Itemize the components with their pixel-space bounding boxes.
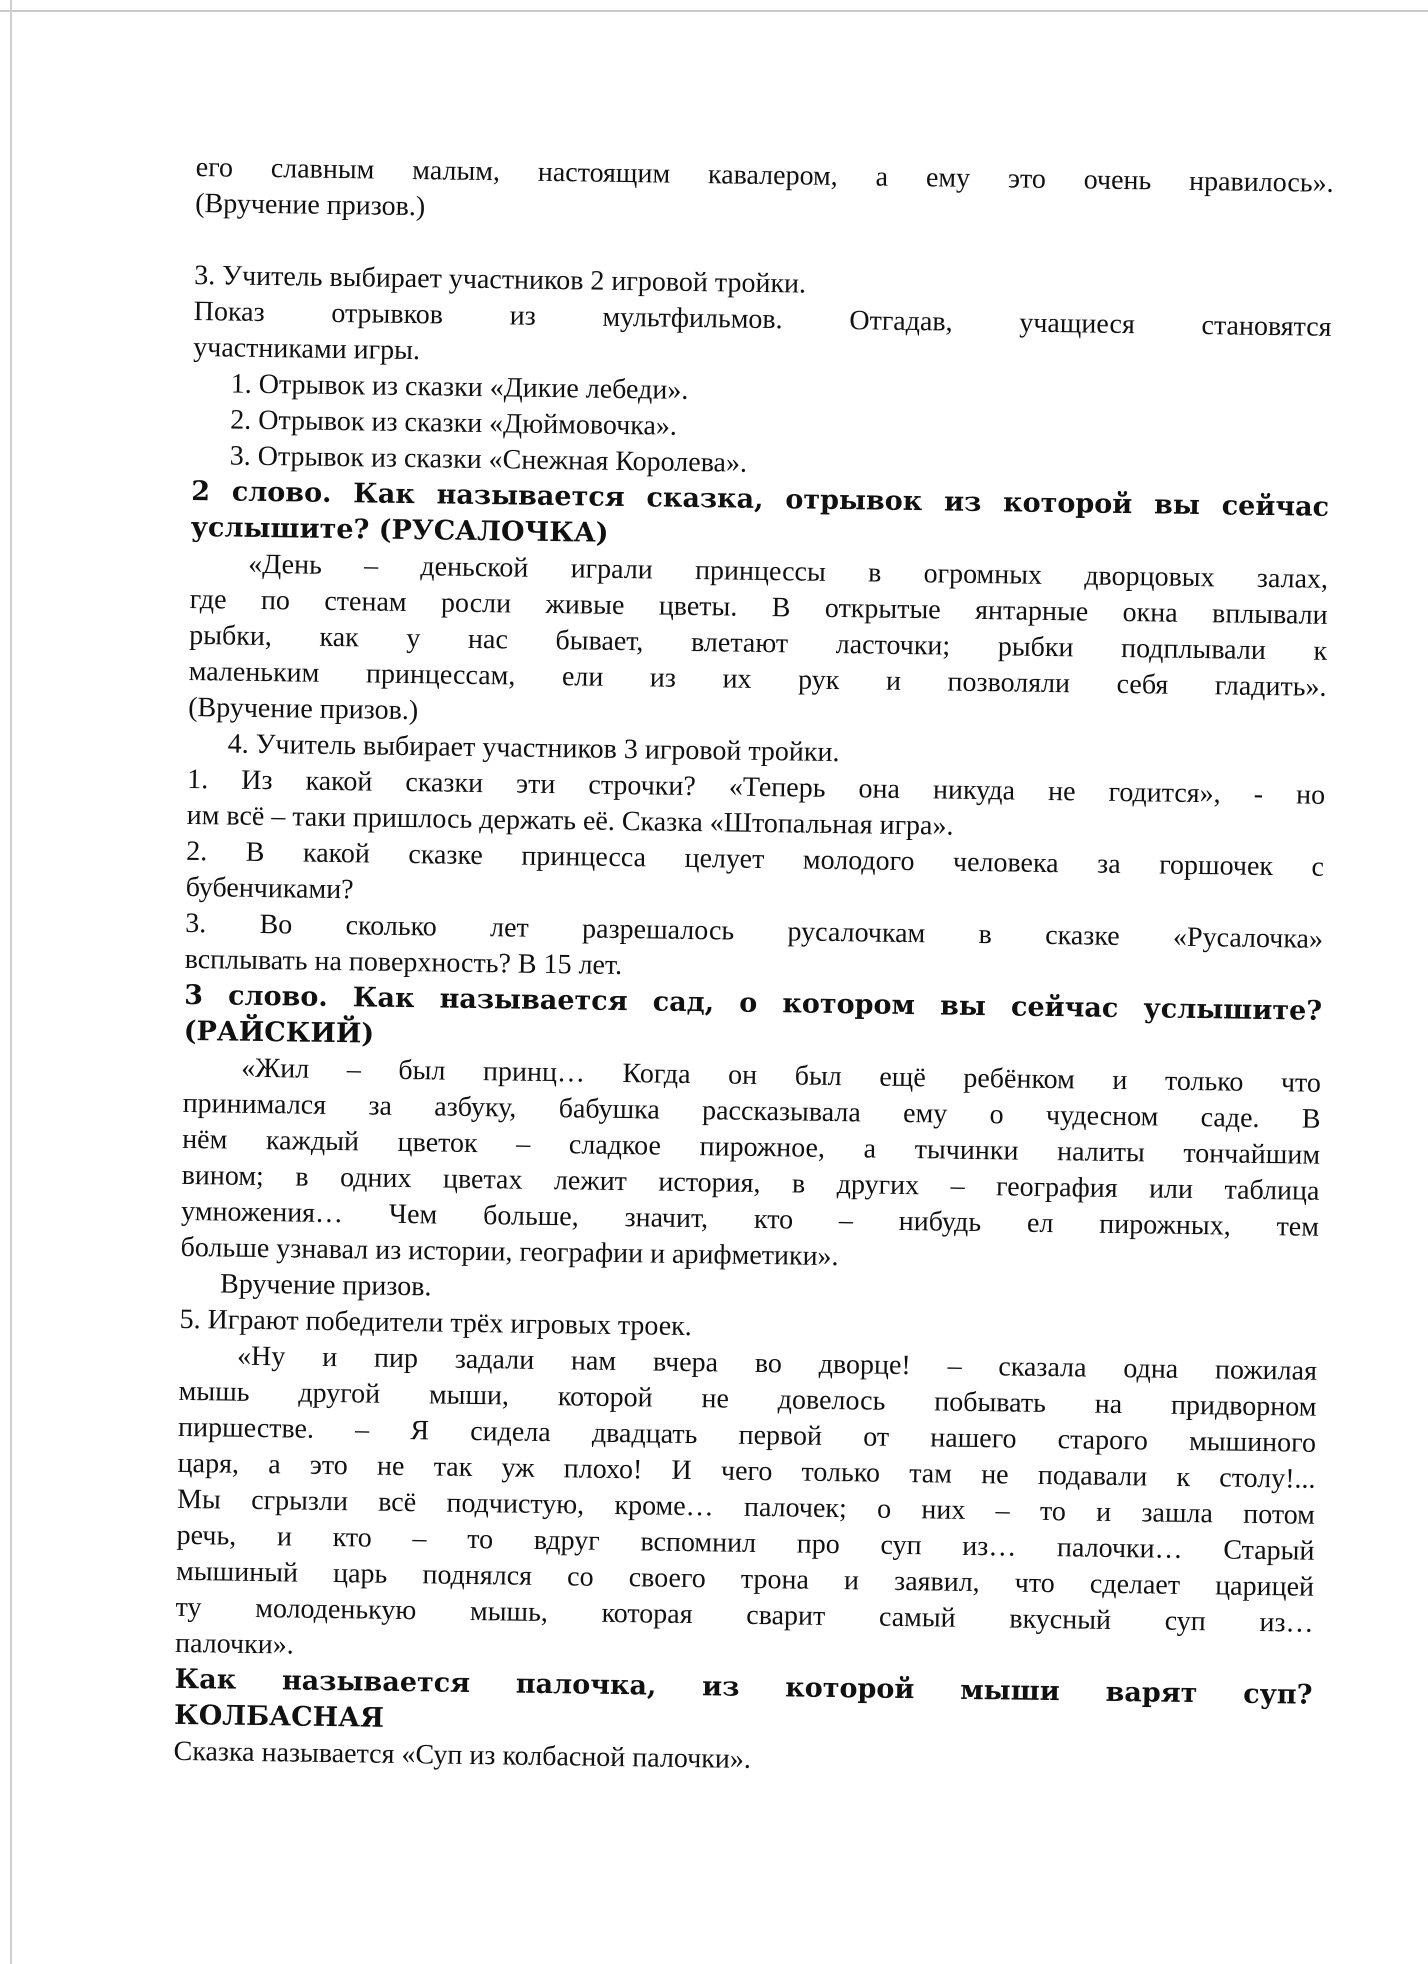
word: к — [1176, 1461, 1191, 1494]
word: услышите? — [1143, 993, 1323, 1027]
word: сладкое — [568, 1129, 662, 1162]
word: живые — [545, 588, 625, 622]
text-line: 1. Отрывок из сказки «Дикие лебеди». — [230, 368, 689, 406]
word: или — [1148, 1173, 1194, 1206]
word: саде. — [1200, 1102, 1260, 1134]
word: из… — [1259, 1606, 1314, 1639]
word: зашла — [1141, 1497, 1214, 1530]
word: она — [858, 773, 901, 805]
word: палочек; — [743, 1491, 847, 1525]
word: нибудь — [898, 1205, 982, 1239]
text-line: (РАЙСКИЙ) — [183, 1015, 375, 1050]
word: отрывок — [785, 484, 923, 518]
text-line: услышите? (РУСАЛОЧКА) — [190, 511, 609, 549]
word: и — [843, 1565, 860, 1597]
word: история, — [658, 1166, 761, 1199]
word: о — [989, 1099, 1004, 1131]
word: «Теперь — [728, 771, 826, 804]
word: – — [516, 1128, 531, 1160]
text-line: КОЛБАСНАЯ — [173, 1699, 385, 1734]
word: что — [1014, 1567, 1055, 1600]
word: сделает — [1089, 1568, 1181, 1601]
word: каждый — [265, 1125, 360, 1158]
word: мышиный — [175, 1555, 299, 1589]
word: и — [1095, 1496, 1112, 1528]
word: рассказывала — [701, 1095, 862, 1129]
word: таблица — [1224, 1174, 1320, 1207]
word: старого — [1057, 1424, 1149, 1457]
word: плохо! — [563, 1453, 643, 1486]
word: Отгадав, — [849, 305, 953, 338]
word: сказке — [1045, 919, 1120, 952]
word: которая — [601, 1597, 693, 1631]
word: подавали — [1037, 1459, 1148, 1493]
word: где — [189, 583, 227, 616]
word: сварит — [746, 1599, 826, 1632]
word: сказки — [405, 766, 484, 800]
word: а — [863, 1133, 877, 1165]
word: маленьким — [188, 655, 320, 689]
word: В — [771, 592, 791, 624]
word: за — [1096, 848, 1121, 880]
word: одна — [1123, 1353, 1179, 1385]
word: налиты — [1056, 1136, 1145, 1169]
word: не — [1047, 775, 1076, 808]
word: суп — [880, 1529, 922, 1562]
word: сколько — [345, 910, 438, 943]
word: что — [1280, 1067, 1322, 1099]
word: Когда — [622, 1058, 691, 1090]
text-line: (Вручение призов.) — [195, 187, 426, 223]
word: человека — [952, 846, 1059, 880]
word: варят — [1105, 1676, 1198, 1710]
word: 2 — [191, 475, 211, 508]
word: мышь — [178, 1375, 250, 1408]
document-page — [173, 150, 1334, 1786]
word: не — [376, 1450, 405, 1483]
word: сказка, — [646, 482, 764, 515]
word: ему — [902, 1097, 948, 1130]
word: принц… — [482, 1056, 586, 1089]
word: деньской — [420, 551, 529, 584]
word: вином; — [181, 1159, 265, 1193]
word: суп — [1164, 1605, 1206, 1638]
word: Во — [259, 908, 293, 941]
word: пожилая — [1214, 1354, 1318, 1387]
word: нашего — [930, 1422, 1017, 1455]
word: Чем — [388, 1198, 438, 1231]
word: котором — [782, 988, 916, 1022]
word: гладить». — [1214, 670, 1327, 703]
word: ели — [561, 661, 604, 693]
word: не — [980, 1459, 1009, 1491]
word: Как — [352, 982, 415, 1015]
word: «Ну — [236, 1340, 286, 1373]
word: сказала — [998, 1351, 1087, 1384]
word: ласточки; — [835, 628, 951, 662]
word: умножения… — [180, 1195, 344, 1230]
word: цветах — [442, 1163, 523, 1196]
word: Из — [241, 764, 273, 797]
word: принимался — [182, 1087, 327, 1121]
word: строчки? — [588, 769, 697, 803]
word: - — [1253, 778, 1264, 810]
word: из — [509, 300, 536, 332]
text-line: Сказка называется «Суп из колбасной палочки». — [173, 1735, 752, 1775]
word: первой — [738, 1419, 823, 1452]
word: сейчас — [1010, 991, 1119, 1024]
word: цветы. — [658, 590, 738, 623]
word: нам — [570, 1345, 617, 1377]
word: царицей — [1214, 1570, 1315, 1603]
word: огромных — [923, 558, 1043, 591]
word: пирожных, — [1099, 1208, 1231, 1242]
word: которой — [1002, 487, 1133, 521]
word: от — [863, 1421, 890, 1453]
word: палочки… — [1056, 1532, 1183, 1565]
word: вы — [939, 990, 987, 1023]
word: всё — [378, 1486, 417, 1519]
word: к — [1313, 635, 1328, 667]
word: вплывали — [1211, 598, 1328, 631]
word: называется — [436, 479, 625, 514]
word: И — [671, 1454, 692, 1487]
word: лет — [489, 912, 530, 944]
text-line: 4. Учитель выбирает участников 3 игровой тройки. — [227, 728, 840, 769]
word: – — [947, 1350, 962, 1382]
word: география — [995, 1171, 1118, 1204]
word: в — [791, 1168, 806, 1200]
word: ел — [1026, 1207, 1054, 1240]
text-line: им всё – таки пришлось держать её. Сказка «Штопальная игра». — [186, 799, 954, 842]
word: дворцовых — [1084, 560, 1215, 594]
word: трона — [740, 1563, 810, 1596]
word: эти — [515, 768, 556, 801]
word: малым, — [412, 155, 501, 188]
word: В — [1301, 1103, 1321, 1135]
word: стенам — [324, 585, 407, 618]
word: нравилось». — [1188, 165, 1334, 199]
word: и — [276, 1521, 293, 1553]
word: сейчас — [1221, 490, 1330, 523]
word: заявил, — [893, 1565, 980, 1599]
word: палочка, — [515, 1668, 657, 1702]
word: вдруг — [533, 1524, 600, 1557]
word: настоящим — [537, 156, 671, 190]
word: других — [836, 1169, 920, 1202]
word: открытые — [824, 592, 941, 626]
word: кавалером, — [707, 159, 838, 192]
word: только — [801, 1456, 881, 1489]
word: нём — [181, 1123, 228, 1156]
text-line: Вручение призов. — [219, 1268, 432, 1303]
word: довелось — [777, 1384, 886, 1417]
word: это — [309, 1449, 348, 1482]
word: царя, — [177, 1447, 240, 1480]
word: тычинки — [914, 1134, 1019, 1167]
word: слово. — [227, 980, 328, 1013]
word: – — [354, 1414, 370, 1446]
word: играли — [570, 553, 654, 586]
word: ещё — [879, 1061, 926, 1094]
word: придворном — [1170, 1389, 1317, 1423]
word: становятся — [1201, 310, 1332, 343]
word: учащиеся — [1019, 307, 1136, 341]
word: называется — [281, 1665, 471, 1699]
word: азбуку, — [434, 1091, 517, 1124]
word: о — [739, 987, 758, 1019]
word: это — [1007, 163, 1047, 195]
word: задали — [454, 1343, 535, 1376]
word: уж — [501, 1452, 535, 1484]
word: так — [433, 1451, 473, 1483]
word: его — [195, 151, 234, 184]
word: 2. — [185, 835, 208, 868]
word: побывать — [934, 1386, 1047, 1419]
word: никуда — [932, 774, 1016, 807]
word: пир — [373, 1342, 419, 1375]
word: как — [319, 621, 359, 654]
word: с — [1311, 851, 1325, 883]
word: чудесном — [1045, 1099, 1159, 1133]
word: подчистую, — [446, 1487, 585, 1521]
word: слово. — [231, 476, 332, 509]
word: был — [794, 1060, 842, 1093]
word: принцесса — [521, 840, 647, 874]
word: молодого — [802, 844, 915, 878]
word: бывает, — [555, 625, 644, 658]
word: и — [1112, 1064, 1128, 1097]
text-line: 3. Отрывок из сказки «Снежная Королева». — [229, 440, 748, 479]
text-line: бубенчиками? — [185, 871, 354, 906]
word: речь, — [176, 1519, 237, 1552]
word: из — [943, 486, 982, 518]
word: во — [754, 1347, 783, 1380]
word: годится», — [1108, 776, 1221, 810]
text-line: (Вручение призов.) — [187, 691, 419, 727]
word: дворце! — [818, 1348, 911, 1382]
word: – — [838, 1205, 854, 1237]
word: «Русалочка» — [1172, 921, 1324, 955]
word: то — [467, 1523, 494, 1556]
word: сгрызли — [250, 1484, 349, 1518]
word: из — [649, 662, 677, 694]
word: себя — [1116, 668, 1169, 701]
word: принцессы — [694, 555, 827, 588]
word: пиршестве. — [177, 1411, 315, 1445]
word: них — [921, 1494, 966, 1526]
word: какой — [302, 837, 371, 870]
word: в — [295, 1161, 309, 1193]
word: ребёнком — [963, 1062, 1076, 1096]
word: мыши — [959, 1674, 1060, 1708]
word: Я — [410, 1415, 430, 1447]
word: бабушка — [558, 1093, 660, 1126]
word: из… — [962, 1530, 1017, 1563]
word: мышь, — [469, 1595, 549, 1629]
word: тем — [1276, 1211, 1320, 1243]
word: сад, — [652, 986, 715, 1019]
word: которой — [785, 1672, 915, 1706]
word: какой — [305, 765, 373, 798]
word: у — [406, 622, 421, 655]
word: кто — [332, 1522, 373, 1554]
word: то — [1039, 1495, 1067, 1528]
word: сидела — [470, 1415, 551, 1449]
text-line: 5. Играют победители трёх игровых троек. — [179, 1303, 692, 1343]
word: был — [398, 1054, 446, 1087]
word: кроме… — [614, 1489, 714, 1523]
word: поднялся — [422, 1559, 533, 1592]
text-line: 2. Отрывок из сказки «Дюймовочка». — [230, 404, 678, 442]
word: ту — [175, 1591, 202, 1624]
word: – — [995, 1495, 1010, 1527]
word: не — [701, 1383, 730, 1415]
word: – — [346, 1054, 362, 1086]
word: со — [566, 1561, 594, 1593]
word: мышиного — [1188, 1425, 1317, 1459]
word: значит, — [624, 1202, 709, 1235]
word: мыши, — [428, 1379, 510, 1412]
word: в — [867, 557, 882, 589]
word: Как — [174, 1663, 237, 1696]
word: чего — [720, 1455, 773, 1488]
word: сказке — [408, 839, 484, 872]
word: пирожное, — [699, 1131, 826, 1164]
word: из — [701, 1671, 740, 1703]
word: которой — [557, 1381, 653, 1414]
word: о — [876, 1493, 892, 1525]
word: одних — [339, 1162, 412, 1195]
word: позволяли — [947, 666, 1071, 700]
text-line: 3. Учитель выбирает участников 2 игровой тройки. — [194, 259, 807, 300]
word: потом — [1242, 1498, 1316, 1531]
word: вспомнил — [640, 1526, 757, 1559]
scan-edge-left — [10, 0, 12, 1964]
word: горшочек — [1159, 849, 1274, 883]
word: русалочкам — [787, 916, 926, 950]
word: на — [1094, 1388, 1123, 1421]
word: отрывков — [331, 297, 444, 331]
word: их — [722, 663, 752, 695]
word: 1. — [186, 763, 209, 796]
word: вы — [1153, 489, 1201, 522]
word: янтарные — [974, 594, 1089, 628]
word: рыбки, — [189, 619, 273, 653]
word: целует — [684, 842, 765, 876]
word: Мы — [176, 1483, 222, 1516]
word: он — [727, 1059, 758, 1091]
word: – — [363, 550, 379, 582]
word: столу!... — [1219, 1462, 1316, 1495]
word: очень — [1083, 164, 1152, 197]
word: вчера — [652, 1346, 719, 1379]
word: вкусный — [1009, 1603, 1112, 1636]
word: и — [885, 665, 902, 697]
word: там — [908, 1458, 953, 1490]
word: залах, — [1256, 562, 1329, 595]
word: называется — [439, 983, 628, 1018]
word: ему — [925, 162, 971, 194]
word: славным — [270, 153, 375, 186]
word: нас — [467, 623, 509, 656]
text-line: палочки». — [174, 1627, 294, 1661]
word: молоденькую — [255, 1592, 417, 1627]
word: двадцать — [591, 1417, 698, 1451]
word: 3. — [184, 907, 207, 940]
word: про — [796, 1528, 840, 1561]
word: а — [875, 161, 889, 193]
text-line: больше узнавал из истории, географии и арифметики». — [180, 1231, 839, 1273]
word: другой — [298, 1377, 381, 1410]
word: принцессам, — [365, 658, 516, 692]
word: только — [1164, 1065, 1244, 1098]
word: рыбки — [997, 631, 1074, 664]
word: в — [978, 919, 993, 951]
text-line: участниками игры. — [193, 331, 421, 367]
word: «День — [248, 548, 323, 581]
word: царь — [332, 1558, 388, 1590]
word: Как — [353, 478, 416, 511]
word: подплывали — [1120, 632, 1267, 666]
text-line: всплывать на поверхность? В 15 лет. — [184, 943, 623, 982]
word: Старый — [1223, 1534, 1315, 1567]
word: лежит — [553, 1165, 628, 1198]
word: а — [267, 1449, 281, 1481]
word: влетают — [690, 626, 789, 660]
word: по — [260, 584, 291, 617]
scan-edge-top — [0, 10, 1428, 12]
word: самый — [878, 1601, 956, 1634]
word: Показ — [193, 295, 265, 328]
word: окна — [1122, 596, 1178, 629]
word: мультфильмов. — [602, 301, 783, 336]
word: тончайшим — [1183, 1137, 1321, 1171]
word: росли — [440, 587, 512, 620]
word: – — [950, 1170, 965, 1202]
word: кто — [753, 1203, 794, 1236]
word: 3 — [183, 979, 204, 1012]
word: больше, — [482, 1200, 579, 1233]
word: цветок — [397, 1126, 478, 1160]
word: В — [245, 836, 265, 869]
word: и — [322, 1341, 338, 1374]
word: разрешалось — [581, 913, 735, 947]
word: рук — [797, 664, 840, 697]
word: но — [1295, 779, 1326, 811]
word: своего — [628, 1562, 706, 1595]
word: – — [412, 1523, 427, 1555]
word: за — [368, 1090, 393, 1122]
word: суп? — [1242, 1678, 1313, 1711]
word: «Жил — [240, 1052, 310, 1085]
